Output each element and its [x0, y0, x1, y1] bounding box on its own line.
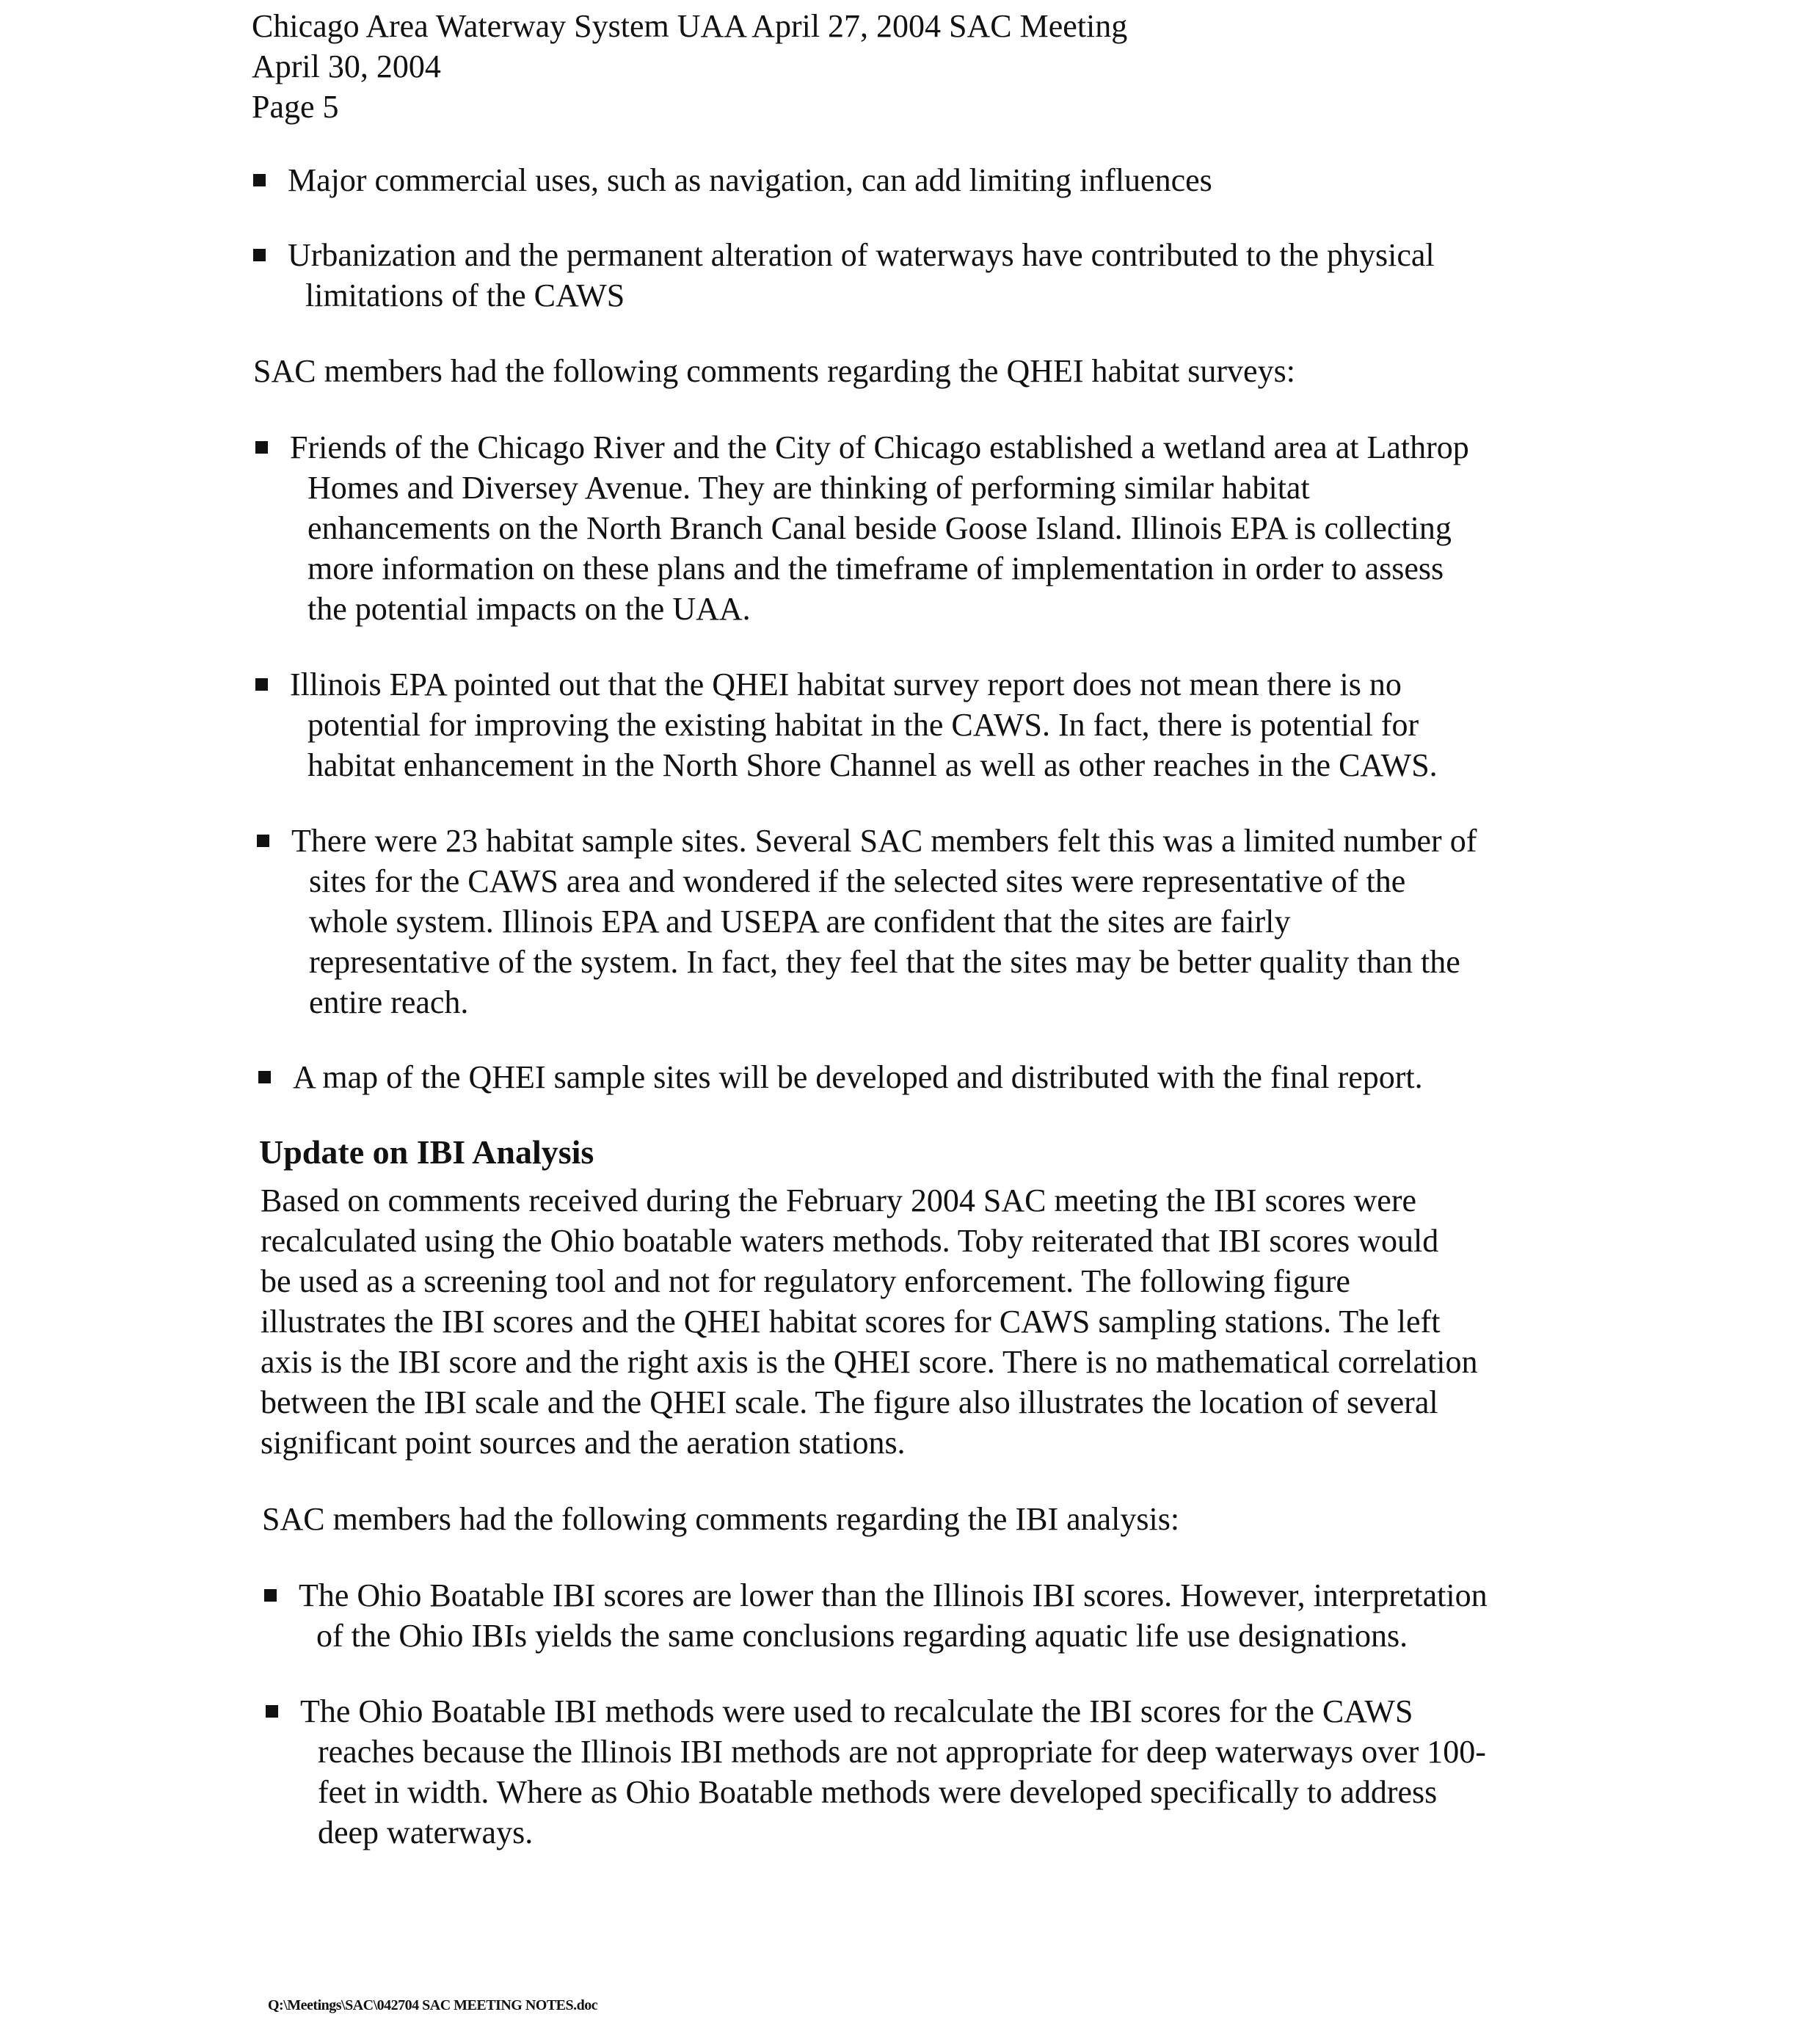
bullet-item	[255, 427, 1576, 629]
bullet-line: Major commercial uses, such as navigation, can add limiting influences	[288, 162, 1212, 198]
bullet-square-icon	[257, 835, 269, 847]
bullet-line: more information on these plans and the timeframe of implementation in order to assess	[307, 551, 1444, 586]
bullet-square-icon	[255, 441, 268, 454]
bullet-line: feet in width. Where as Ohio Boatable methods were developed specifically to address	[318, 1774, 1438, 1810]
page-header	[252, 6, 1646, 127]
bullet-line: habitat enhancement in the North Shore Channel as well as other reaches in the CAWS.	[307, 747, 1438, 783]
bullet-line: entire reach.	[309, 984, 469, 1020]
bullet-line: Urbanization and the permanent alteration of waterways have contributed to the physical	[288, 237, 1435, 273]
bullet-item	[253, 235, 1574, 316]
bullet-line: deep waterways.	[318, 1814, 534, 1850]
bullet-line: representative of the system. In fact, they feel that the sites may be better quality than the	[309, 944, 1460, 980]
bullet-line: sites for the CAWS area and wondered if the selected sites were representative of the	[309, 863, 1406, 899]
bullet-line: Illinois EPA pointed out that the QHEI habitat survey report does not mean there is no	[290, 666, 1402, 702]
bullet-item	[258, 1057, 1579, 1097]
bullet-square-icon	[255, 678, 268, 691]
bullet-line: There were 23 habitat sample sites. Several SAC members felt this was a limited number of	[291, 823, 1477, 859]
bullet-line: The Ohio Boatable IBI scores are lower than the Illinois IBI scores. However, interpretation	[299, 1577, 1488, 1613]
bullet-item	[255, 664, 1576, 785]
bullet-line: whole system. Illinois EPA and USEPA are confident that the sites are fairly	[309, 904, 1291, 940]
bullet-line: The Ohio Boatable IBI methods were used to recalculate the IBI scores for the CAWS	[300, 1693, 1413, 1729]
header-page-number: Page 5	[252, 89, 339, 125]
bullet-line: A map of the QHEI sample sites will be developed and distributed with the final report.	[293, 1059, 1423, 1095]
bullet-line: enhancements on the North Branch Canal beside Goose Island. Illinois EPA is collecting	[307, 510, 1452, 546]
bullet-item	[253, 160, 1574, 200]
bullet-line: potential for improving the existing habitat in the CAWS. In fact, there is potential for	[307, 707, 1419, 743]
qhei-intro: SAC members had the following comments regarding the QHEI habitat surveys:	[253, 353, 1295, 389]
bullet-line: of the Ohio IBIs yields the same conclusions regarding aquatic life use designations.	[316, 1618, 1408, 1654]
bullet-line: Homes and Diversey Avenue. They are thinking of performing similar habitat	[307, 470, 1310, 506]
bullet-square-icon	[258, 1071, 271, 1083]
footer-file-path: Q:\Meetings\SAC\042704 SAC MEETING NOTES.doc	[268, 1997, 598, 2013]
bullet-item	[264, 1575, 1585, 1656]
bullet-line: limitations of the CAWS	[305, 277, 625, 313]
bullet-item	[266, 1691, 1587, 1853]
bullet-line: Friends of the Chicago River and the City of Chicago established a wetland area at Lathrop	[290, 429, 1469, 465]
bullet-square-icon	[253, 174, 266, 186]
header-title: Chicago Area Waterway System UAA April 27, 2004 SAC Meeting	[252, 8, 1128, 44]
bullet-square-icon	[266, 1705, 278, 1718]
header-date: April 30, 2004	[252, 48, 441, 84]
bullet-item	[257, 821, 1578, 1022]
ibi-intro: SAC members had the following comments regarding the IBI analysis:	[262, 1501, 1180, 1537]
bullet-square-icon	[253, 249, 266, 261]
bullet-square-icon	[264, 1589, 277, 1602]
section-heading-ibi: Update on IBI Analysis	[259, 1133, 594, 1171]
ibi-paragraph: Based on comments received during the February 2004 SAC meeting the IBI scores were recalculated using the Ohio boatable waters methods. Toby reiterated that IBI scores would be used as a screening tool and not for regulatory enforcement. The following figure illustrates the IBI scores and the QHEI habitat scores for CAWS sampling stations. The left axis is the IBI score and the right axis is the QHEI score. There is no mathematical correlation between the IBI scale and the QHEI scale. The figure also illustrates the location of several significant point sources and the aeration stations.	[261, 1182, 1478, 1461]
bullet-line: reaches because the Illinois IBI methods are not appropriate for deep waterways over 100-	[318, 1734, 1486, 1770]
bullet-line: the potential impacts on the UAA.	[307, 591, 751, 627]
